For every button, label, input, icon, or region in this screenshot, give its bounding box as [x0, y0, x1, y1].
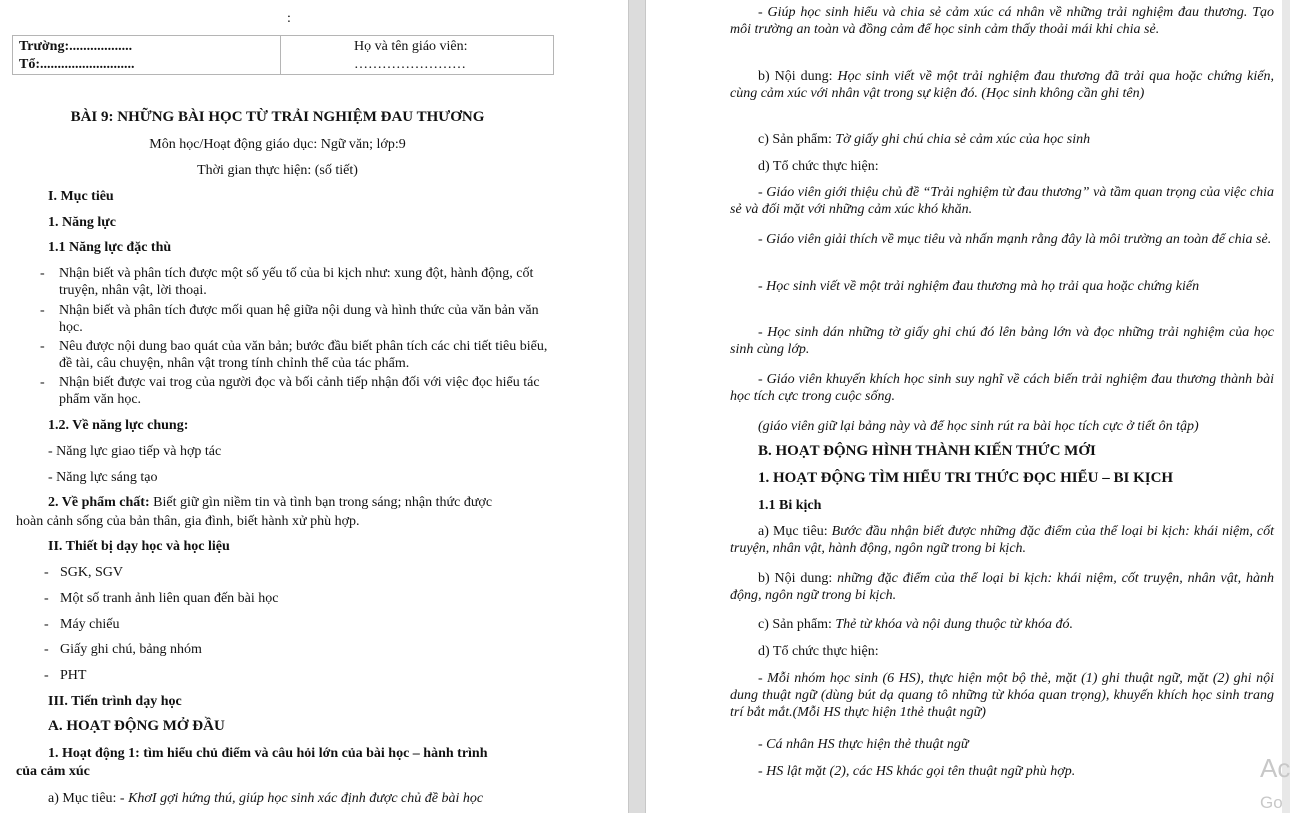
step-item: - Học sinh viết về một trải nghiệm đau thương mà họ trải qua hoặc chứng kiến	[758, 279, 1200, 294]
tragedy-objective: a) Mục tiêu: Bước đầu nhận biết được những đặc điểm của thể loại bi kịch: khái niệm, cốt truyện, nhân vật, hành động, ngôn ngữ trong bi kịch.	[730, 524, 1275, 556]
heading-general-competence: 1.2. Về năng lực chung:	[48, 418, 189, 433]
team-label: Tổ:...........................	[19, 57, 135, 72]
teacher-dots: ……………………	[354, 57, 466, 72]
step-item: - Giáo viên giải thích về mục tiêu và nhấn mạnh rằng đây là môi trường an toàn để chia sẻ.	[758, 232, 1272, 247]
step-item: - Giáo viên giới thiệu chủ đề “Trải nghiệm từ đau thương” và tầm quan trọng của việc chia sẻ và đối mặt với những cảm xúc khó khăn.	[730, 185, 1274, 217]
teacher-note: (giáo viên giữ lại bảng này và để học sinh rút ra bài học tích cực ở tiết ôn tập)	[758, 419, 1199, 434]
paragraph-organization: d) Tổ chức thực hiện:	[758, 159, 879, 174]
watermark-line1: Ac	[1260, 753, 1290, 783]
heading-reading-knowledge: 1. HOẠT ĐỘNG TÌM HIỂU TRI THỨC ĐỌC HIỂU – BI KỊCH	[758, 470, 1174, 486]
header-table-divider	[280, 36, 281, 74]
heading-process: III. Tiến trình dạy học	[48, 694, 182, 709]
specific-bullet: - Nhận biết và phân tích được mối quan hệ giữa nội dung và hình thức của văn bản văn học.	[40, 303, 539, 335]
tragedy-step: - Mỗi nhóm học sinh (6 HS), thực hiện một bộ thẻ, mặt (1) ghi thuật ngữ, mặt (2) ghi nội dung thuật ngữ (dùng bút dạ quang tô những từ khóa quan trọng), khuyến khích học sinh trang trí bắt mắt.(Mỗi HS thực hiện 1thẻ thuật ngữ)	[730, 671, 1274, 720]
equipment-item: - SGK, SGV	[44, 565, 124, 580]
heading-competence: 1. Năng lực	[48, 215, 116, 230]
activity1-line1: 1. Hoạt động 1: tìm hiểu chủ điểm và câu hỏi lớn của bài học – hành trình	[48, 746, 488, 761]
heading-specific-competence: 1.1 Năng lực đặc thù	[48, 240, 172, 255]
heading-new-knowledge: B. HOẠT ĐỘNG HÌNH THÀNH KIẾN THỨC MỚI	[758, 443, 1096, 459]
objective-line: a) Mục tiêu: - KhơI gợi hứng thú, giúp học sinh xác định được chủ đề bài học	[48, 791, 484, 806]
tragedy-organization: d) Tổ chức thực hiện:	[758, 644, 879, 659]
watermark-line2: Go	[1260, 793, 1283, 812]
quality-paragraph-line2: hoàn cảnh sống của bản thân, gia đình, biết hành xử phù hợp.	[16, 514, 360, 529]
step-item: - Học sinh dán những tờ giấy ghi chú đó lên bảng lớn và đọc những trải nghiệm của học sinh cùng lớp.	[730, 325, 1274, 357]
document-page-left	[0, 0, 628, 813]
lesson-title: BÀI 9: NHỮNG BÀI HỌC TỪ TRẢI NGHIỆM ĐAU THƯƠNG	[70, 109, 485, 125]
tragedy-step: - HS lật mặt (2), các HS khác gọi tên thuật ngữ phù hợp.	[758, 764, 1076, 779]
tragedy-content: b) Nội dung: những đặc điểm của thể loại bi kịch: khái niệm, cốt truyện, nhân vật, hành động, ngôn ngữ trong bi kịch.	[730, 571, 1274, 603]
step-item: - Giáo viên khuyến khích học sinh suy nghĩ về cách biến trải nghiệm đau thương thành bài học tích cực trong cuộc sống.	[730, 372, 1274, 404]
equipment-item: - Một số tranh ảnh liên quan đến bài học	[44, 591, 279, 606]
subject-line: Môn học/Hoạt động giáo dục: Ngữ văn; lớp:9	[149, 137, 406, 152]
activity1-line2: của cảm xúc	[16, 764, 90, 779]
heading-tragedy: 1.1 Bi kịch	[758, 498, 822, 513]
general-item: - Năng lực giao tiếp và hợp tác	[48, 444, 222, 459]
header-table	[12, 35, 554, 75]
paragraph-content: b) Nội dung: Học sinh viết về một trải nghiệm đau thương đã trải qua hoặc chứng kiến, cùng cảm xúc với nhân vật trong sự kiện đó. (Học sinh không cần ghi tên)	[730, 69, 1274, 101]
equipment-item: - Máy chiếu	[44, 617, 120, 632]
tragedy-step: - Cá nhân HS thực hiện thẻ thuật ngữ	[758, 737, 969, 752]
general-item: - Năng lực sáng tạo	[48, 470, 158, 485]
paragraph-product: c) Sản phẩm: Tờ giấy ghi chú chia sẻ cảm xúc của học sinh	[758, 132, 1091, 147]
document-page-right	[646, 0, 1290, 813]
school-label: Trường:..................	[19, 39, 133, 54]
equipment-item: - Giấy ghi chú, bảng nhóm	[44, 642, 202, 657]
page-gutter	[628, 0, 646, 813]
heading-opening-activity: A. HOẠT ĐỘNG MỞ ĐẦU	[48, 718, 225, 734]
teacher-label: Họ và tên giáo viên:	[354, 39, 468, 54]
time-line: Thời gian thực hiện: (số tiết)	[197, 163, 358, 178]
quality-paragraph-line1: 2. Về phẩm chất: Biết giữ gìn niềm tin và tình bạn trong sáng; nhận thức được	[48, 495, 493, 510]
paragraph-goal: - Giúp học sinh hiểu và chia sẻ cảm xúc cá nhân về những trải nghiệm đau thương. Tạo môi trường an toàn và đồng cảm để học sinh cảm thấy thoải mái khi chia sẻ.	[730, 5, 1274, 37]
top-marker: :	[287, 11, 291, 26]
specific-bullet: - Nhận biết được vai trog của người đọc và bối cảnh tiếp nhận đối với việc đọc hiểu tác phẩm văn học.	[40, 375, 540, 407]
tragedy-product: c) Sản phẩm: Thẻ từ khóa và nội dung thuộc từ khóa đó.	[758, 617, 1074, 632]
specific-bullet: - Nhận biết và phân tích được một số yếu tố của bi kịch như: xung đột, hành động, cốt truyện, nhân vật, lời thoại.	[40, 266, 534, 298]
heading-objectives: I. Mục tiêu	[48, 189, 114, 204]
specific-bullet: - Nêu được nội dung bao quát của văn bản; bước đầu biết phân tích các chi tiết tiêu biểu, đề tài, câu chuyện, nhân vật trong tính chỉnh thể của tác phẩm.	[40, 339, 548, 371]
heading-equipment: II. Thiết bị dạy học và học liệu	[48, 539, 230, 554]
equipment-item: - PHT	[44, 668, 87, 683]
